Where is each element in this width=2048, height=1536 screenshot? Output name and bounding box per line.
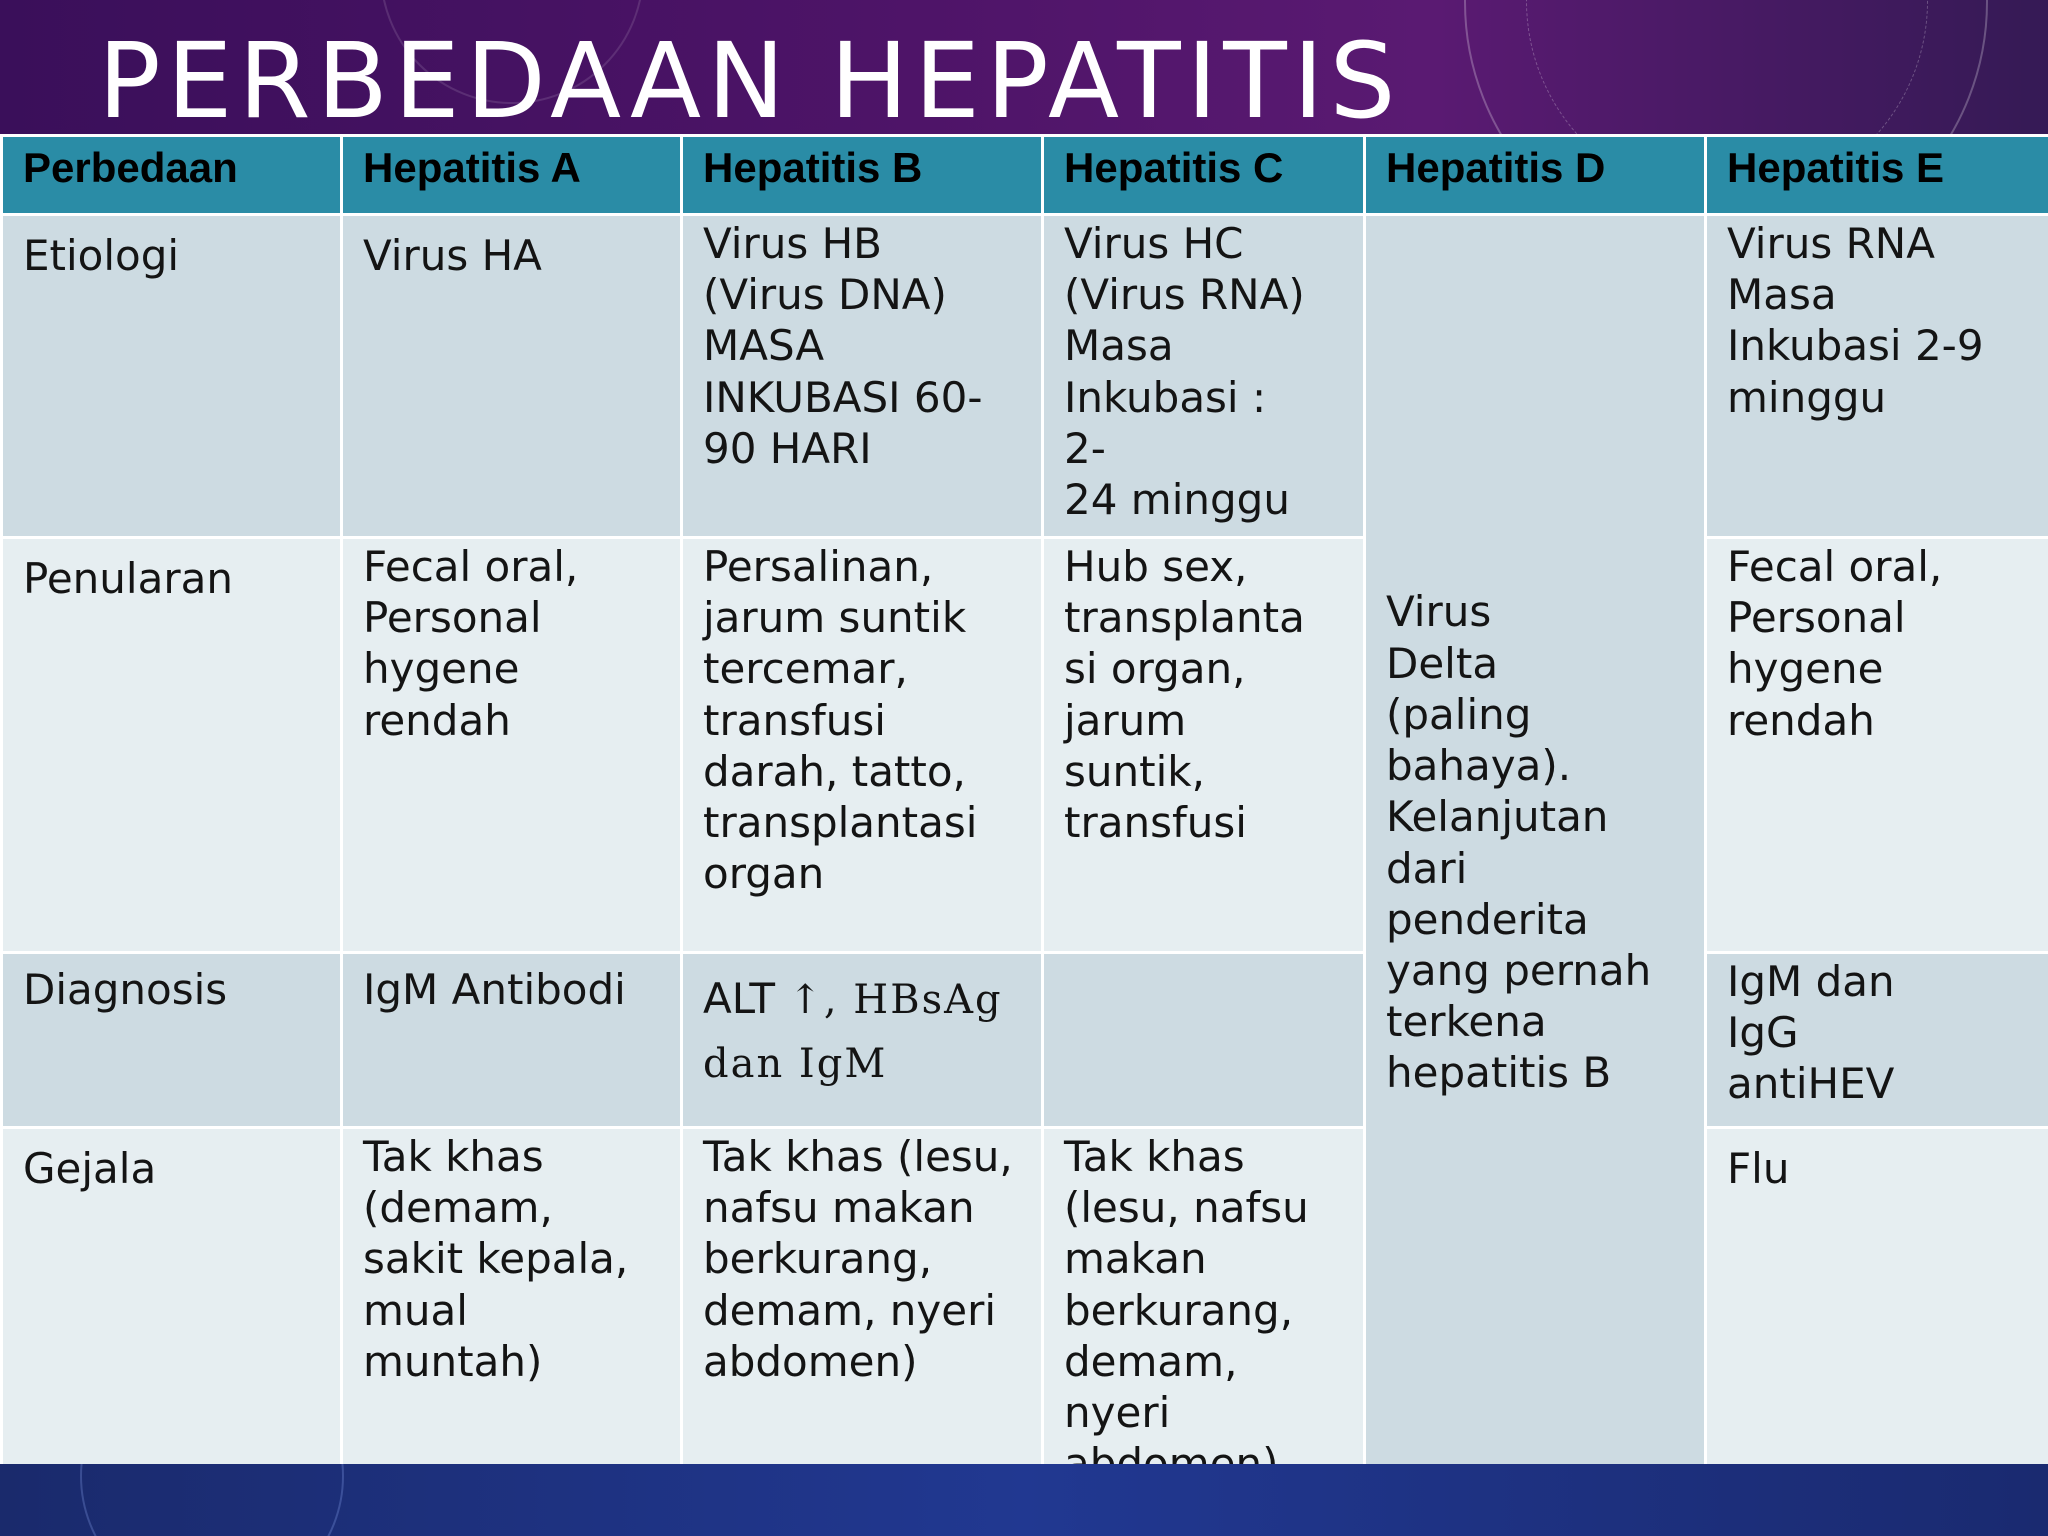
row-label: Penularan [2,538,342,953]
header-hepatitis-d: Hepatitis D [1365,136,1706,215]
table-row-diagnosis [2,953,2048,1128]
slide-title: PERBEDAAN HEPATITIS [98,20,1402,136]
diagnosis-b-prefix: ALT [703,974,789,1023]
header-row [2,136,2048,215]
cell-hepatitis-d: Virus Delta (paling bahaya). Kelanjutan dari penderita yang pernah terkena hepatitis B [1365,215,1706,1505]
cell-hepatitis-e: Fecal oral, Personal hygene rendah [1706,538,2048,953]
cell-hepatitis-c [1043,953,1365,1128]
table-row-penularan [2,538,2048,953]
cell-hepatitis-e: IgM dan IgG antiHEV [1706,953,2048,1128]
cell-hepatitis-c: Virus HC (Virus RNA) Masa Inkubasi : 2- 24 minggu [1043,215,1365,538]
decorative-circle [80,1464,344,1536]
cell-hepatitis-c: Hub sex, transplanta si organ, jarum suntik, transfusi [1043,538,1365,953]
cell-hepatitis-a: IgM Antibodi [342,953,682,1128]
cell-hepatitis-a: Virus HA [342,215,682,538]
footer-band [0,1464,2048,1536]
header-hepatitis-c: Hepatitis C [1043,136,1365,215]
header-hepatitis-e: Hepatitis E [1706,136,2048,215]
cell-hepatitis-e: Flu [1706,1128,2048,1505]
cell-hepatitis-b: Virus HB (Virus DNA) MASA INKUBASI 60- 90 HARI [682,215,1043,538]
cell-hepatitis-b: Persalinan, jarum suntik tercemar, transfusi darah, tatto, transplantasi organ [682,538,1043,953]
cell-hepatitis-b: Tak khas (lesu, nafsu makan berkurang, demam, nyeri abdomen) [682,1128,1043,1505]
cell-hepatitis-a: Fecal oral, Personal hygene rendah [342,538,682,953]
table-row-gejala [2,1128,2048,1505]
row-label: Etiologi [2,215,342,538]
cell-hepatitis-b [682,953,1043,1128]
cell-hepatitis-c: Tak khas (lesu, nafsu makan berkurang, demam, nyeri [1043,1128,1365,1505]
cell-hepatitis-a: Tak khas (demam, sakit kepala, mual muntah) [342,1128,682,1505]
decorative-dial-inner [1526,0,1928,136]
table-row-etiologi [2,215,2048,538]
header-hepatitis-a: Hepatitis A [342,136,682,215]
row-label: Diagnosis [2,953,342,1128]
header-hepatitis-b: Hepatitis B [682,136,1043,215]
row-label: Gejala [2,1128,342,1505]
header-perbedaan: Perbedaan [2,136,342,215]
cell-hepatitis-e: Virus RNA Masa Inkubasi 2-9 minggu [1706,215,2048,538]
title-band [0,0,2048,136]
comparison-table [0,134,2048,1506]
diagnosis-b-markers: ↑, HBsAg dan IgM [703,977,1003,1087]
